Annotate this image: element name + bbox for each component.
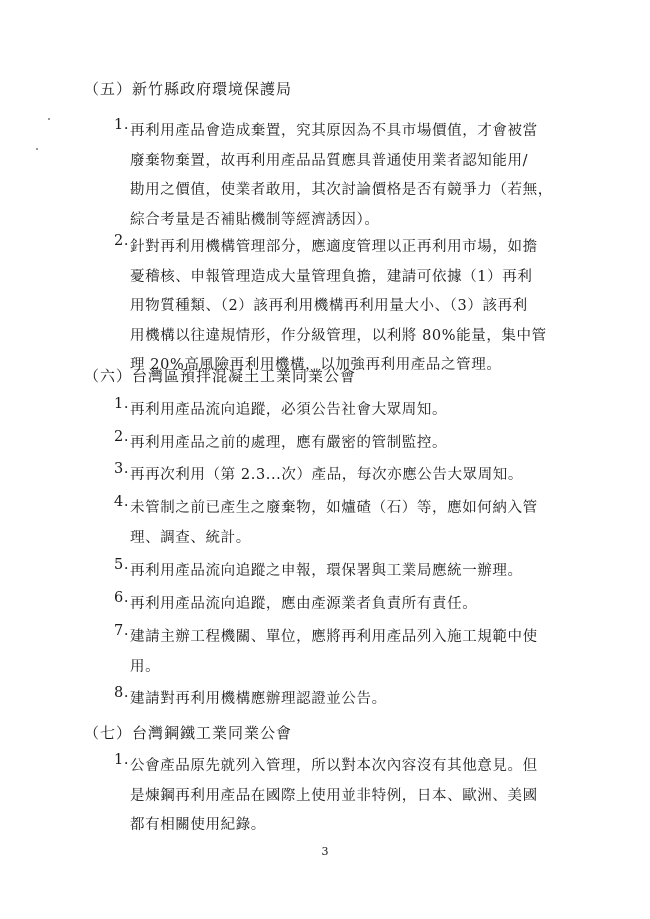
item-line: 再利用產品流向追蹤之申報，環保署與工業局應統一辦理。 [130, 563, 523, 579]
item-number: 1. [114, 752, 130, 768]
item-number: 5. [114, 557, 130, 573]
item-line: 公會產品原先就列入管理，所以對本次內容沒有其他意見。但 [130, 758, 538, 774]
item-number: 2. [114, 429, 130, 445]
section-heading-7: （七）台灣鋼鐵工業同業公會 [84, 724, 293, 742]
list-item [114, 590, 477, 620]
page-number: 3 [321, 845, 329, 858]
item-line: 再利用產品流向追蹤，必須公告社會大眾周知。 [130, 402, 448, 418]
item-number: 7. [114, 623, 130, 639]
item-line: 再再次利用（第 2.3...次）產品，每次亦應公告大眾周知。 [130, 467, 523, 483]
item-line: 再利用產品流向追蹤，應由產源業者負責所有責任。 [130, 596, 478, 612]
scan-speck [36, 148, 38, 150]
item-line: 綜合考量是否補貼機制等經濟誘因）。 [130, 211, 380, 228]
item-line: 憂稽核、申報管理造成大量管理負擔，建請可依據（1）再利 [130, 268, 533, 285]
item-line: 建請對再利用機構應辦理認證並公告。 [130, 691, 387, 707]
list-item [114, 752, 538, 841]
item-number: 1. [114, 117, 130, 133]
list-item [114, 396, 447, 426]
item-number: 2. [114, 233, 130, 249]
item-line: 是煉鋼再利用產品在國際上使用並非特例，日本、歐洲、美國 [130, 787, 538, 804]
list-item [114, 623, 538, 682]
item-number: 3. [114, 461, 130, 477]
list-item [114, 685, 387, 715]
item-line: 用機構以往違規情形，作分級管理，以利將 80%能量，集中管 [130, 327, 547, 344]
item-number: 6. [114, 590, 130, 606]
item-line: 理 20%高風險再利用機構，以加強再利用產品之管理。 [130, 357, 502, 373]
item-line: 未管制之前已產生之廢棄物，如爐碴（石）等，應如何納入管 [130, 500, 538, 516]
list-item [114, 557, 523, 587]
item-line: 針對再利用機構管理部分，應適度管理以正再利用市場，如擔 [130, 239, 538, 255]
list-item [114, 461, 523, 491]
item-line: 廢棄物棄置，故再利用產品品質應具普通使用業者認知能用/ [130, 152, 529, 169]
item-line: 再利用產品之前的處理，應有嚴密的管制監控。 [130, 435, 448, 451]
item-line: 都有相關使用紀錄。 [130, 817, 266, 833]
list-item [114, 233, 547, 381]
list-item [114, 494, 538, 553]
item-line: 用物質種類、（2）該再利用機構再利用量大小、（3）該再利 [130, 298, 528, 314]
scan-speck [48, 118, 50, 120]
item-number: 8. [114, 685, 130, 701]
item-number: 1. [114, 396, 130, 412]
list-item [114, 429, 447, 459]
list-item [114, 117, 553, 235]
section-heading-5: （五）新竹縣政府環境保護局 [84, 80, 293, 98]
item-line: 理、調查、統計。 [130, 529, 251, 546]
section-heading-6: （六）台灣區預拌混凝土工業同業公會 [84, 367, 357, 385]
item-line: 再利用產品會造成棄置，究其原因為不具市場價值，才會被當 [130, 123, 538, 139]
item-line: 勘用之價值，使業者敢用，其次討論價格是否有競爭力（若無， [130, 182, 553, 198]
item-number: 4. [114, 494, 130, 510]
item-line: 用。 [130, 658, 161, 675]
item-line: 建請主辦工程機關、單位，應將再利用產品列入施工規範中使 [130, 629, 538, 645]
